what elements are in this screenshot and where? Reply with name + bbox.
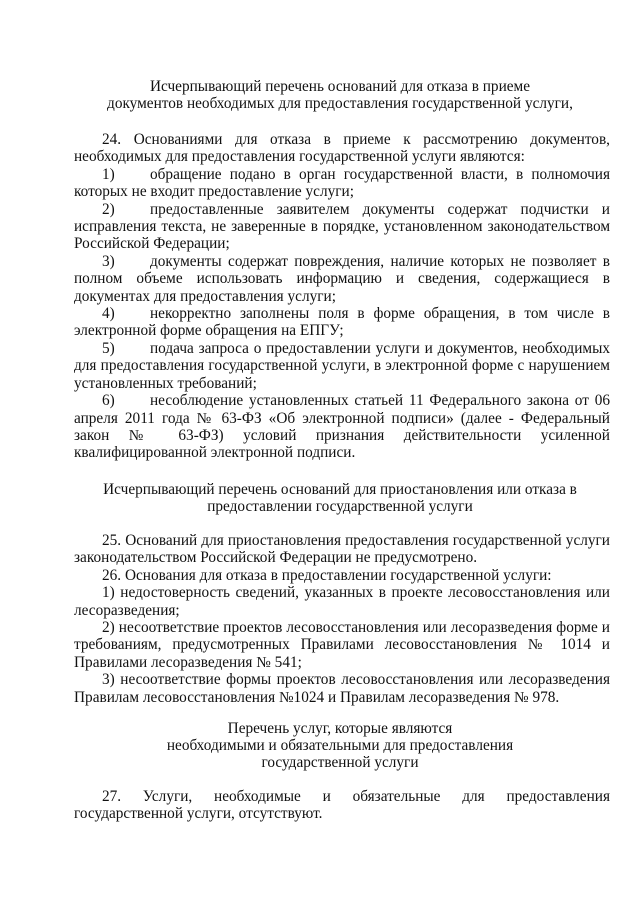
item-text: предоставленные заявителем документы содержат подчистки и исправления текста, не заверенные в порядке, установленном законодательством Российской Федерации; [74, 200, 610, 253]
list-item [74, 392, 610, 462]
list-item [74, 253, 610, 305]
paragraph-25: 25. Оснований для приостановления предоставления государственной услуги законодательством Российской Федерации не предусмотрено. [74, 532, 610, 567]
item-number: 3) [102, 252, 115, 270]
item-number: 1) [102, 165, 115, 183]
paragraph-26: 26. Основания для отказа в предоставлении государственной услуги: [102, 566, 552, 584]
paragraph-26-item-2: 2) несоответствие проектов лесовосстановления или лесоразведения форме и требованиям, предусмотренных Правилами лесовосстановления № 1014 и Правилами лесоразведения № 541; [74, 619, 610, 671]
item-number: 5) [102, 339, 115, 357]
paragraph-26-item-1: 1) недостоверность сведений, указанных в проекте лесовосстановления или лесоразведения; [74, 584, 610, 619]
item-text: подача запроса о предоставлении услуги и документов, необходимых для предоставления государственной услуги, в электронной форме с нарушением установленных требований; [74, 339, 610, 392]
list-item [74, 305, 610, 340]
item-number: 2) [102, 200, 115, 218]
list-item [74, 201, 610, 253]
section3-title-line: Перечень услуг, которые являются [227, 720, 453, 737]
paragraph-26-item-3: 3) несоответствие формы проектов лесовосстановления или лесоразведения Правилам лесовосстановления №1024 и Правилам лесоразведения № 978. [74, 671, 610, 706]
section3-title-line: необходимыми и обязательными для предоставления [166, 737, 514, 754]
section3-title [60, 720, 620, 771]
paragraph-24: 24. Основаниями для отказа в приеме к рассмотрению документов, необходимых для предоставления государственной услуги являются: [74, 131, 610, 166]
paragraph-27: 27. Услуги, необходимые и обязательные для предоставления государственной услуги, отсутствуют. [74, 788, 610, 823]
list-item [74, 166, 610, 201]
item-text: документы содержат повреждения, наличие которых не позволяет в полном объеме использовать информацию и сведения, содержащиеся в документах для предоставления услуги; [74, 252, 610, 305]
section2-title [60, 481, 620, 515]
item-text: обращение подано в орган государственной власти, в полномочия которых не входит предоставление услуги; [74, 165, 610, 201]
item-number: 4) [102, 305, 115, 323]
section1-title [60, 78, 620, 112]
section1-title-line: документов необходимых для предоставления государственной услуги, [107, 95, 573, 112]
section3-body [74, 788, 610, 823]
section1-body [74, 131, 610, 462]
item-text: несоблюдение установленных статьей 11 Федерального закона от 06 апреля 2011 года № 63-ФЗ «Об электронной подписи» (далее - Федеральный закон № 63-ФЗ) условий признания действительности усиленной квалифицированной электронной подписи. [74, 392, 610, 462]
section2-title-line: предоставлении государственной услуги [207, 498, 473, 515]
section2-title-line: Исчерпывающий перечень оснований для приостановления или отказа в [103, 481, 577, 498]
section2-body [74, 532, 610, 706]
item-number: 6) [102, 392, 115, 410]
section3-title-line: государственной услуги [261, 754, 419, 771]
list-item [74, 340, 610, 392]
section1-title-line: Исчерпывающий перечень оснований для отказа в приеме [149, 78, 531, 95]
item-text: некорректно заполнены поля в форме обращения, в том числе в электронной форме обращения на ЕПГУ; [74, 305, 610, 340]
